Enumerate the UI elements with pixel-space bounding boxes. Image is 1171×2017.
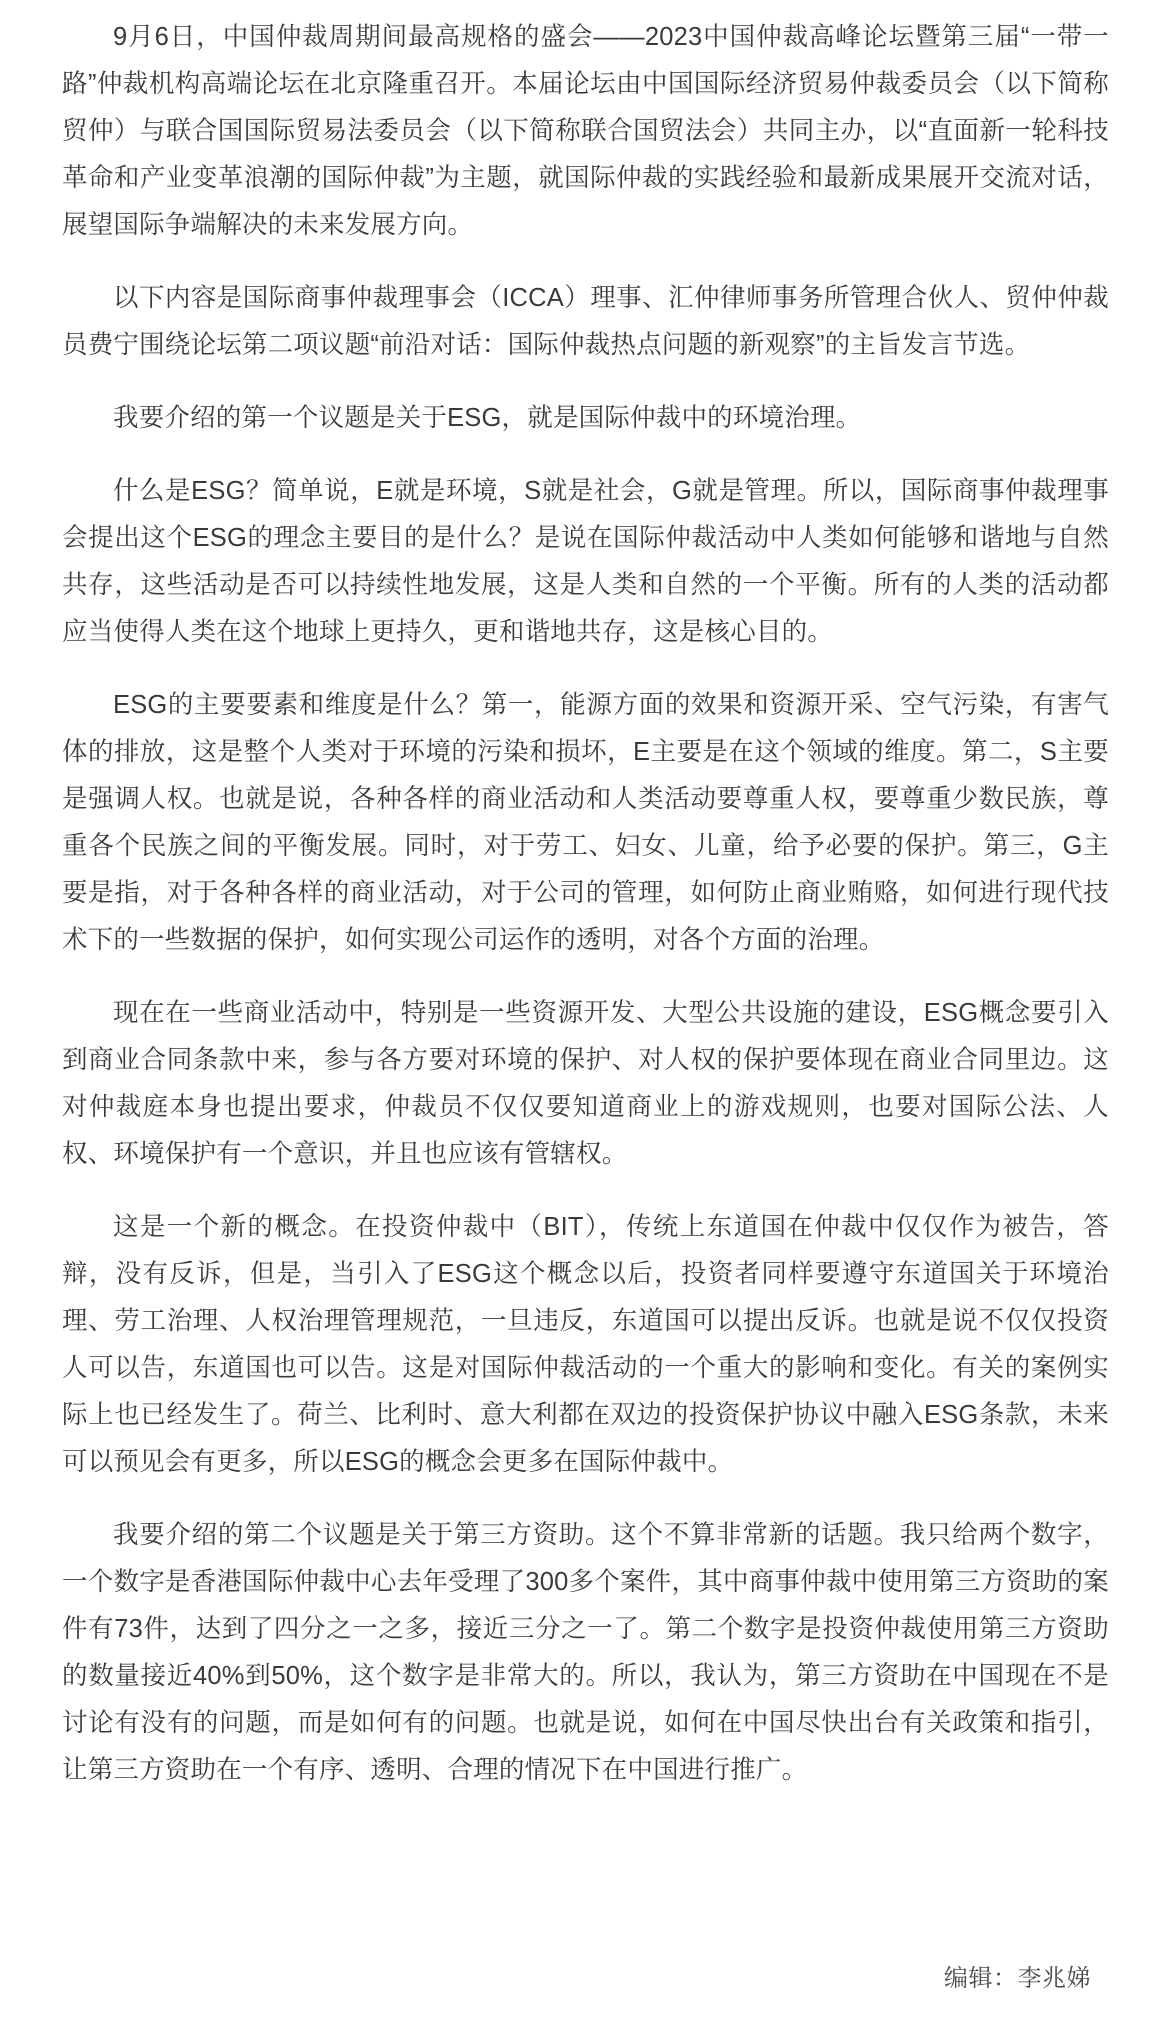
article-paragraph: 什么是ESG？简单说，E就是环境，S就是社会，G就是管理。所以，国际商事仲裁理事会提出这个ESG的理念主要目的是什么？是说在国际仲裁活动中人类如何能够和谐地与自然共存，这些活动是否可以持续性地发展，这是人类和自然的一个平衡。所有的人类的活动都应当使得人类在这个地球上更持久，更和谐地共存，这是核心目的。 — [62, 477, 1109, 646]
editor-signature: 编辑：李兆娣 — [944, 1965, 1091, 1992]
article-paragraph: ESG的主要要素和维度是什么？第一，能源方面的效果和资源开采、空气污染，有害气体的排放，这是整个人类对于环境的污染和损坏，E主要是在这个领域的维度。第二，S主要是强调人权。也就是说，各种各样的商业活动和人类活动要尊重人权，要尊重少数民族，尊重各个民族之间的平衡发展。同时，对于劳工、妇女、儿童，给予必要的保护。第三，G主要是指，对于各种各样的商业活动，对于公司的管理，如何防止商业贿赂，如何进行现代技术下的一些数据的保护，如何实现公司运作的透明，对各个方面的治理。 — [62, 691, 1109, 954]
article-paragraph: 我要介绍的第二个议题是关于第三方资助。这个不算非常新的话题。我只给两个数字，一个数字是香港国际仲裁中心去年受理了300多个案件，其中商事仲裁中使用第三方资助的案件有73件，达到了四分之一之多，接近三分之一了。第二个数字是投资仲裁使用第三方资助的数量接近40%到50%，这个数字是非常大的。所以，我认为，第三方资助在中国现在不是讨论有没有的问题，而是如何有的问题。也就是说，如何在中国尽快出台有关政策和指引，让第三方资助在一个有序、透明、合理的情况下在中国进行推广。 — [62, 1521, 1109, 1784]
article-paragraph: 这是一个新的概念。在投资仲裁中（BIT），传统上东道国在仲裁中仅仅作为被告，答辩，没有反诉，但是，当引入了ESG这个概念以后，投资者同样要遵守东道国关于环境治理、劳工治理、人权治理管理规范，一旦违反，东道国可以提出反诉。也就是说不仅仅投资人可以告，东道国也可以告。这是对国际仲裁活动的一个重大的影响和变化。有关的案例实际上也已经发生了。荷兰、比利时、意大利都在双边的投资保护协议中融入ESG条款，未来可以预见会有更多，所以ESG的概念会更多在国际仲裁中。 — [62, 1213, 1109, 1476]
article-paragraph: 现在在一些商业活动中，特别是一些资源开发、大型公共设施的建设，ESG概念要引入到商业合同条款中来，参与各方要对环境的保护、对人权的保护要体现在商业合同里边。这对仲裁庭本身也提出要求，仲裁员不仅仅要知道商业上的游戏规则，也要对国际公法、人权、环境保护有一个意识，并且也应该有管辖权。 — [62, 999, 1109, 1168]
article-paragraph: 9月6日，中国仲裁周期间最高规格的盛会——2023中国仲裁高峰论坛暨第三届“一带一路”仲裁机构高端论坛在北京隆重召开。本届论坛由中国国际经济贸易仲裁委员会（以下简称贸仲）与联合国国际贸易法委员会（以下简称联合国贸法会）共同主办，以“直面新一轮科技革命和产业变革浪潮的国际仲裁”为主题，就国际仲裁的实践经验和最新成果展开交流对话，展望国际争端解决的未来发展方向。 — [62, 23, 1109, 239]
article-paragraph: 我要介绍的第一个议题是关于ESG，就是国际仲裁中的环境治理。 — [113, 404, 862, 432]
article-body — [62, 14, 1109, 1925]
article-paragraph: 以下内容是国际商事仲裁理事会（ICCA）理事、汇仲律师事务所管理合伙人、贸仲仲裁员费宁围绕论坛第二项议题“前沿对话：国际仲裁热点问题的新观察”的主旨发言节选。 — [62, 284, 1109, 359]
editor-signature-block — [62, 1959, 1109, 1999]
